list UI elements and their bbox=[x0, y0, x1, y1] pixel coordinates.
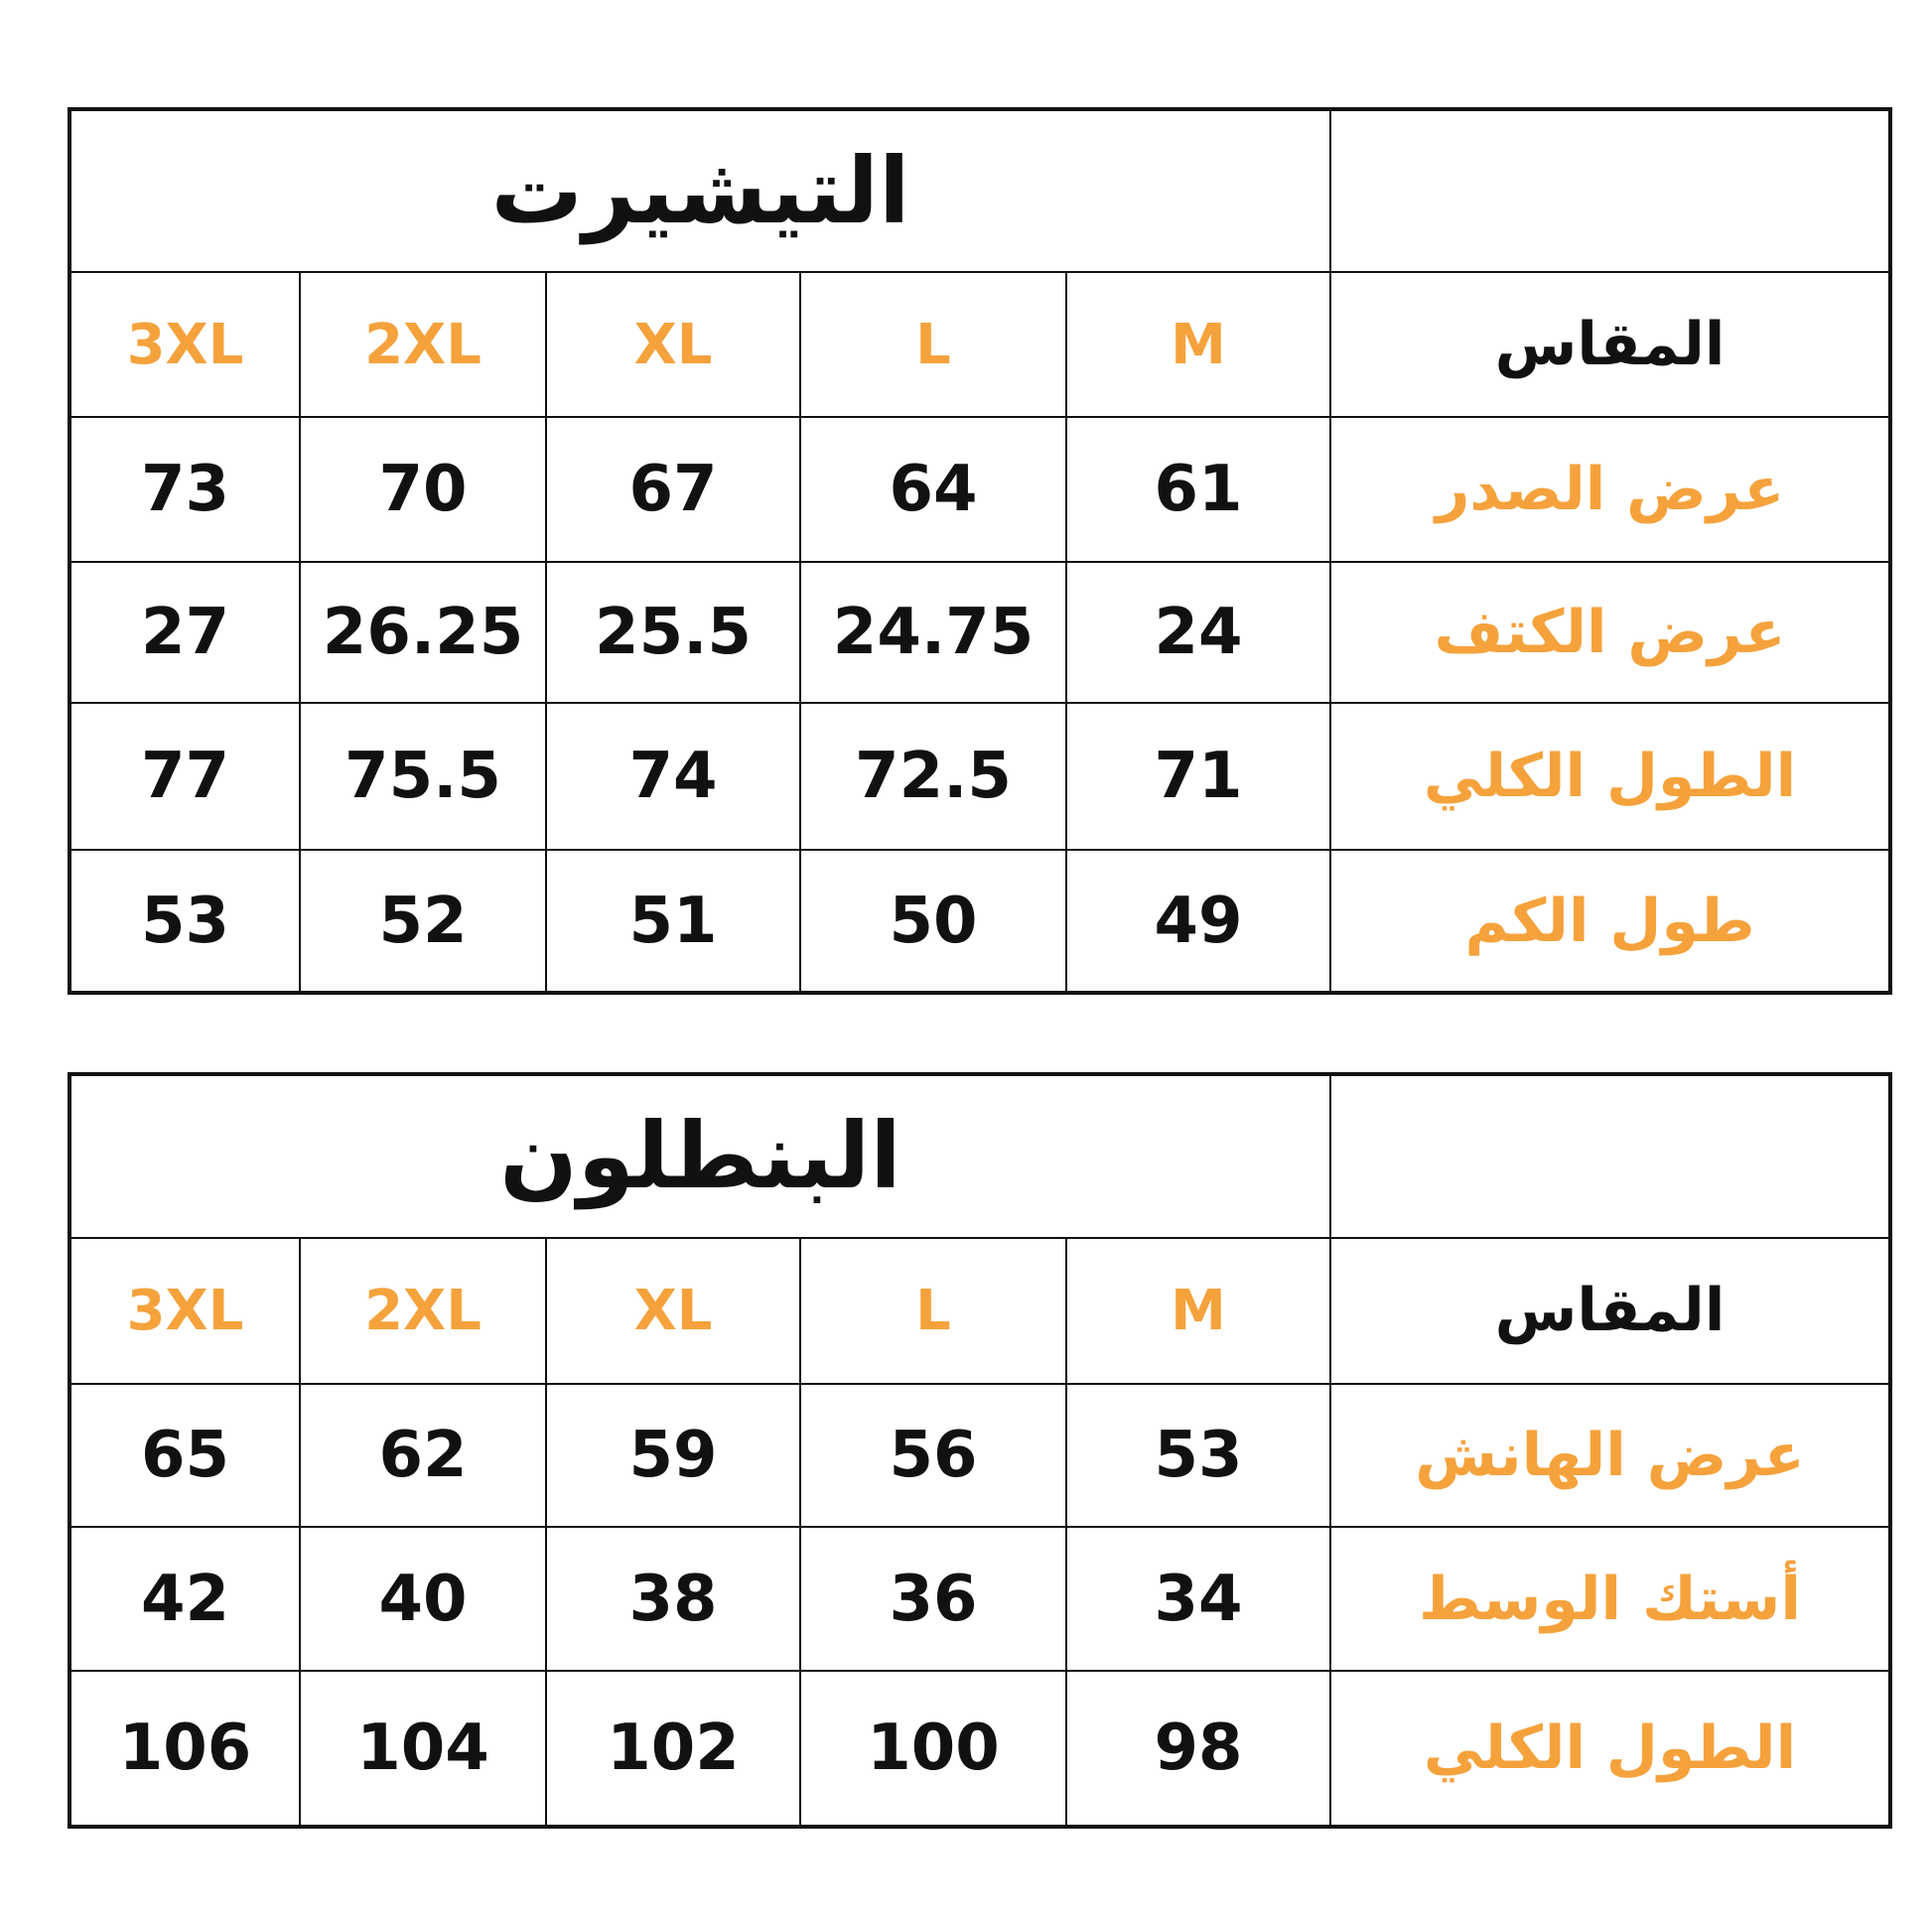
value-cell: 77 bbox=[69, 703, 300, 850]
row-label: عرض الكتف bbox=[1330, 562, 1890, 703]
row-label: أستك الوسط bbox=[1330, 1527, 1890, 1671]
value-cell: 52 bbox=[300, 850, 546, 993]
value-cell: 62 bbox=[300, 1384, 546, 1528]
row-label: الطول الكلي bbox=[1330, 1671, 1890, 1827]
table-row bbox=[69, 1671, 1890, 1827]
table-title: التيشيرت bbox=[69, 109, 1330, 272]
size-header-2xl: 2XL bbox=[300, 272, 546, 417]
value-cell: 53 bbox=[1066, 1384, 1330, 1528]
table-row bbox=[69, 417, 1890, 562]
empty-corner-cell bbox=[1330, 109, 1890, 272]
value-cell: 24.75 bbox=[800, 562, 1066, 703]
tshirt-size-table bbox=[68, 107, 1892, 995]
table-row bbox=[69, 562, 1890, 703]
value-cell: 106 bbox=[69, 1671, 300, 1827]
value-cell: 26.25 bbox=[300, 562, 546, 703]
value-cell: 70 bbox=[300, 417, 546, 562]
size-header-l: L bbox=[800, 272, 1066, 417]
table-row bbox=[69, 850, 1890, 993]
value-cell: 38 bbox=[546, 1527, 800, 1671]
table-row bbox=[69, 1384, 1890, 1528]
table-row bbox=[69, 703, 1890, 850]
value-cell: 42 bbox=[69, 1527, 300, 1671]
value-cell: 36 bbox=[800, 1527, 1066, 1671]
value-cell: 74 bbox=[546, 703, 800, 850]
row-label: الطول الكلي bbox=[1330, 703, 1890, 850]
value-cell: 61 bbox=[1066, 417, 1330, 562]
value-cell: 34 bbox=[1066, 1527, 1330, 1671]
value-cell: 25.5 bbox=[546, 562, 800, 703]
value-cell: 65 bbox=[69, 1384, 300, 1528]
value-cell: 51 bbox=[546, 850, 800, 993]
value-cell: 104 bbox=[300, 1671, 546, 1827]
value-cell: 67 bbox=[546, 417, 800, 562]
size-column-label: المقاس bbox=[1330, 272, 1890, 417]
value-cell: 56 bbox=[800, 1384, 1066, 1528]
size-header-2xl: 2XL bbox=[300, 1238, 546, 1384]
value-cell: 24 bbox=[1066, 562, 1330, 703]
size-header-3xl: 3XL bbox=[69, 272, 300, 417]
value-cell: 72.5 bbox=[800, 703, 1066, 850]
value-cell: 102 bbox=[546, 1671, 800, 1827]
value-cell: 71 bbox=[1066, 703, 1330, 850]
size-header-l: L bbox=[800, 1238, 1066, 1384]
value-cell: 53 bbox=[69, 850, 300, 993]
row-label: طول الكم bbox=[1330, 850, 1890, 993]
row-label: عرض الهانش bbox=[1330, 1384, 1890, 1528]
value-cell: 100 bbox=[800, 1671, 1066, 1827]
table-title: البنطلون bbox=[69, 1074, 1330, 1238]
size-header-xl: XL bbox=[546, 1238, 800, 1384]
size-header-m: M bbox=[1066, 1238, 1330, 1384]
size-header-m: M bbox=[1066, 272, 1330, 417]
value-cell: 64 bbox=[800, 417, 1066, 562]
empty-corner-cell bbox=[1330, 1074, 1890, 1238]
pants-size-table bbox=[68, 1072, 1892, 1829]
value-cell: 50 bbox=[800, 850, 1066, 993]
row-label: عرض الصدر bbox=[1330, 417, 1890, 562]
size-header-xl: XL bbox=[546, 272, 800, 417]
size-column-label: المقاس bbox=[1330, 1238, 1890, 1384]
value-cell: 49 bbox=[1066, 850, 1330, 993]
value-cell: 59 bbox=[546, 1384, 800, 1528]
value-cell: 98 bbox=[1066, 1671, 1330, 1827]
value-cell: 75.5 bbox=[300, 703, 546, 850]
size-header-3xl: 3XL bbox=[69, 1238, 300, 1384]
value-cell: 73 bbox=[69, 417, 300, 562]
value-cell: 27 bbox=[69, 562, 300, 703]
value-cell: 40 bbox=[300, 1527, 546, 1671]
table-row bbox=[69, 1527, 1890, 1671]
